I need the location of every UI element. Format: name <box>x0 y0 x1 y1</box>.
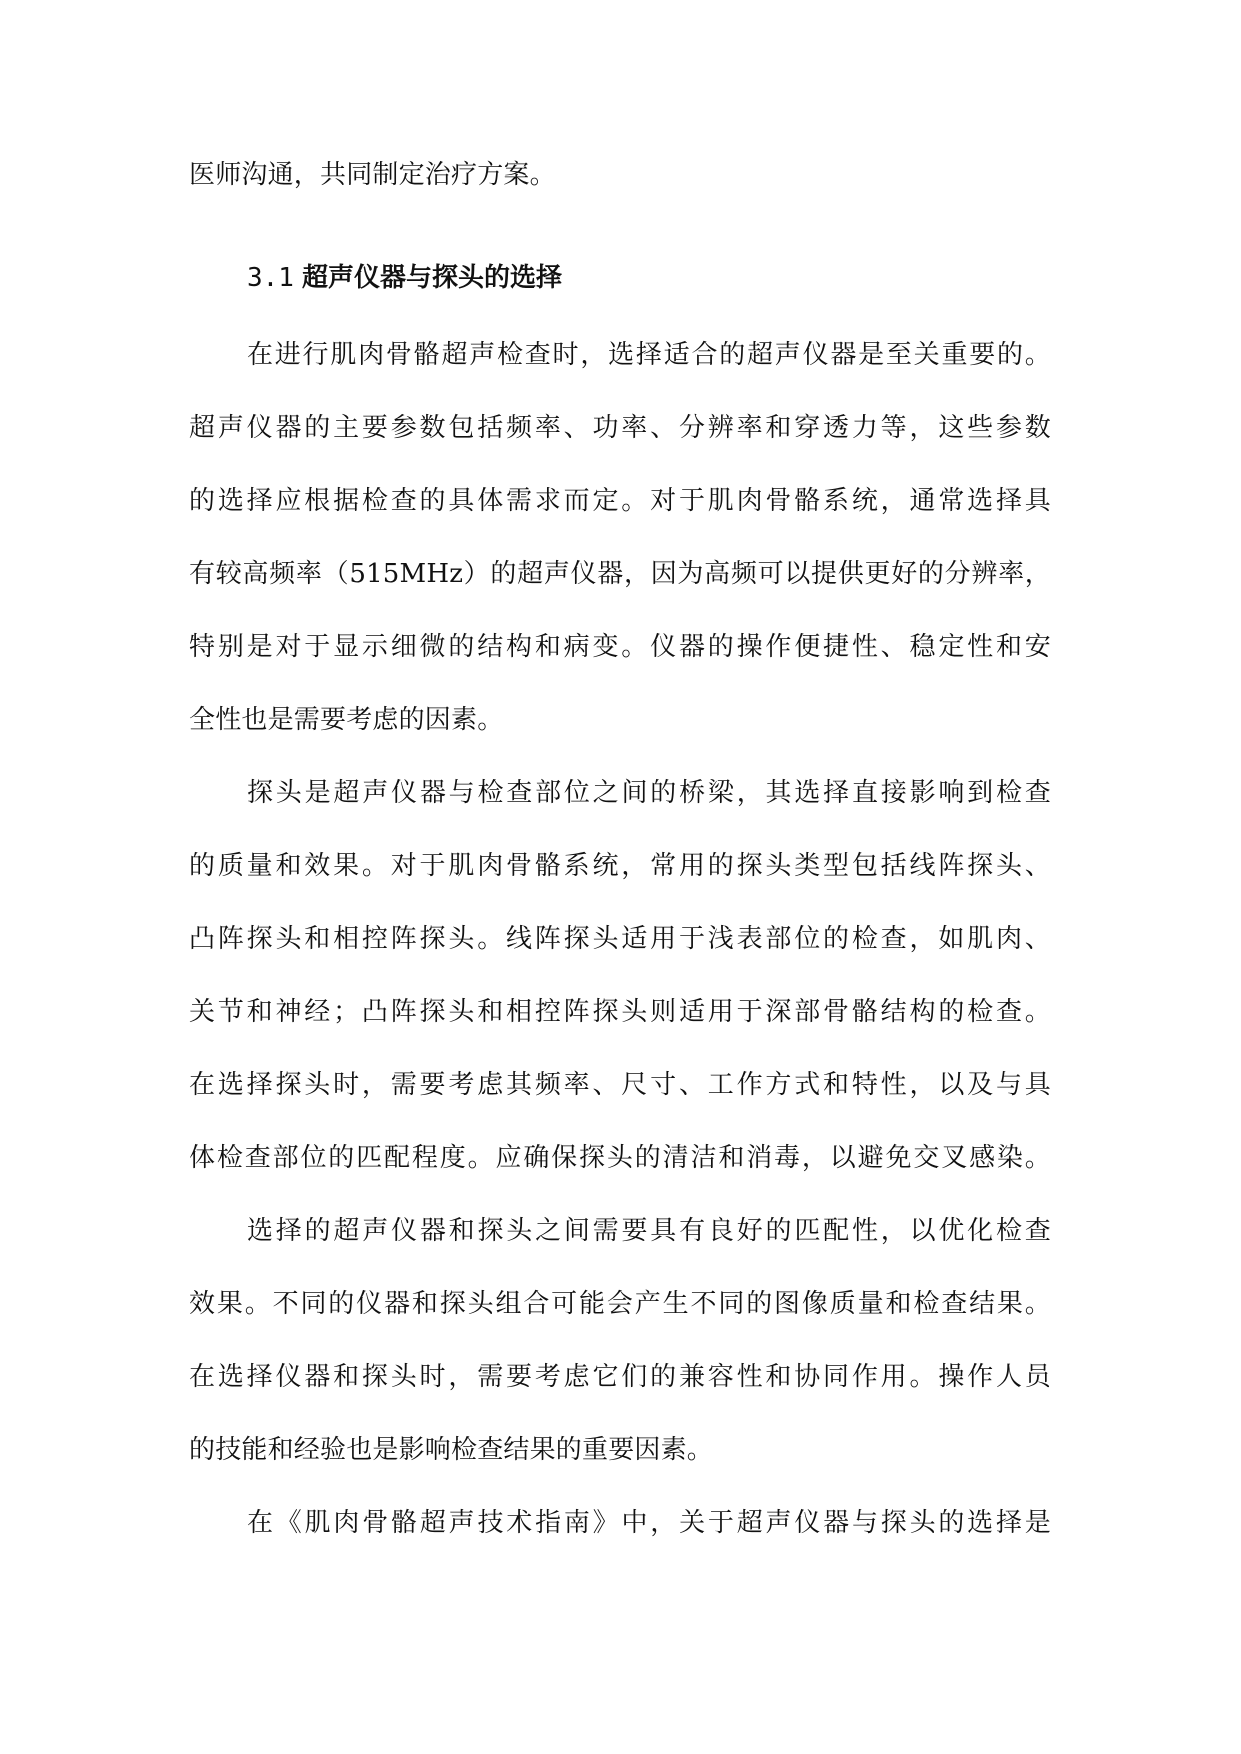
text-line: 在进行肌肉骨骼超声检查时，选择适合的超声仪器是至关重要的。 <box>247 340 1051 370</box>
text-line: 的选择应根据检查的具体需求而定。对于肌肉骨骼系统，通常选择具 <box>189 486 1051 516</box>
section-number: 3.1 <box>247 263 294 293</box>
text-line: 在选择仪器和探头时，需要考虑它们的兼容性和协同作用。操作人员 <box>189 1362 1051 1392</box>
text-line: 探头是超声仪器与检查部位之间的桥梁，其选择直接影响到检查 <box>247 778 1051 808</box>
text-line: 效果。不同的仪器和探头组合可能会产生不同的图像质量和检查结果。 <box>189 1289 1051 1319</box>
text-line: 医师沟通，共同制定治疗方案。 <box>189 160 556 190</box>
text-line: 凸阵探头和相控阵探头。线阵探头适用于浅表部位的检查，如肌肉、 <box>189 924 1051 954</box>
text-line: 关节和神经；凸阵探头和相控阵探头则适用于深部骨骼结构的检查。 <box>189 997 1051 1027</box>
text-line: 在《肌肉骨骼超声技术指南》中，关于超声仪器与探头的选择是 <box>247 1508 1051 1538</box>
text-line: 在选择探头时，需要考虑其频率、尺寸、工作方式和特性，以及与具 <box>189 1070 1051 1100</box>
text-line: 特别是对于显示细微的结构和病变。仪器的操作便捷性、稳定性和安 <box>189 632 1051 662</box>
text-line: 全性也是需要考虑的因素。 <box>189 705 504 735</box>
text-line: 的技能和经验也是影响检查结果的重要因素。 <box>189 1435 714 1465</box>
text-line: 选择的超声仪器和探头之间需要具有良好的匹配性，以优化检查 <box>247 1216 1051 1246</box>
text-line: 的质量和效果。对于肌肉骨骼系统，常用的探头类型包括线阵探头、 <box>189 851 1051 881</box>
text-line: 体检查部位的匹配程度。应确保探头的清洁和消毒，以避免交叉感染。 <box>189 1143 1051 1173</box>
section-heading <box>247 258 562 298</box>
section-title: 超声仪器与探头的选择 <box>301 263 562 293</box>
text-line: 超声仪器的主要参数包括频率、功率、分辨率和穿透力等，这些参数 <box>189 413 1051 443</box>
text-line: 有较高频率（515MHz）的超声仪器，因为高频可以提供更好的分辨率， <box>189 559 1051 589</box>
